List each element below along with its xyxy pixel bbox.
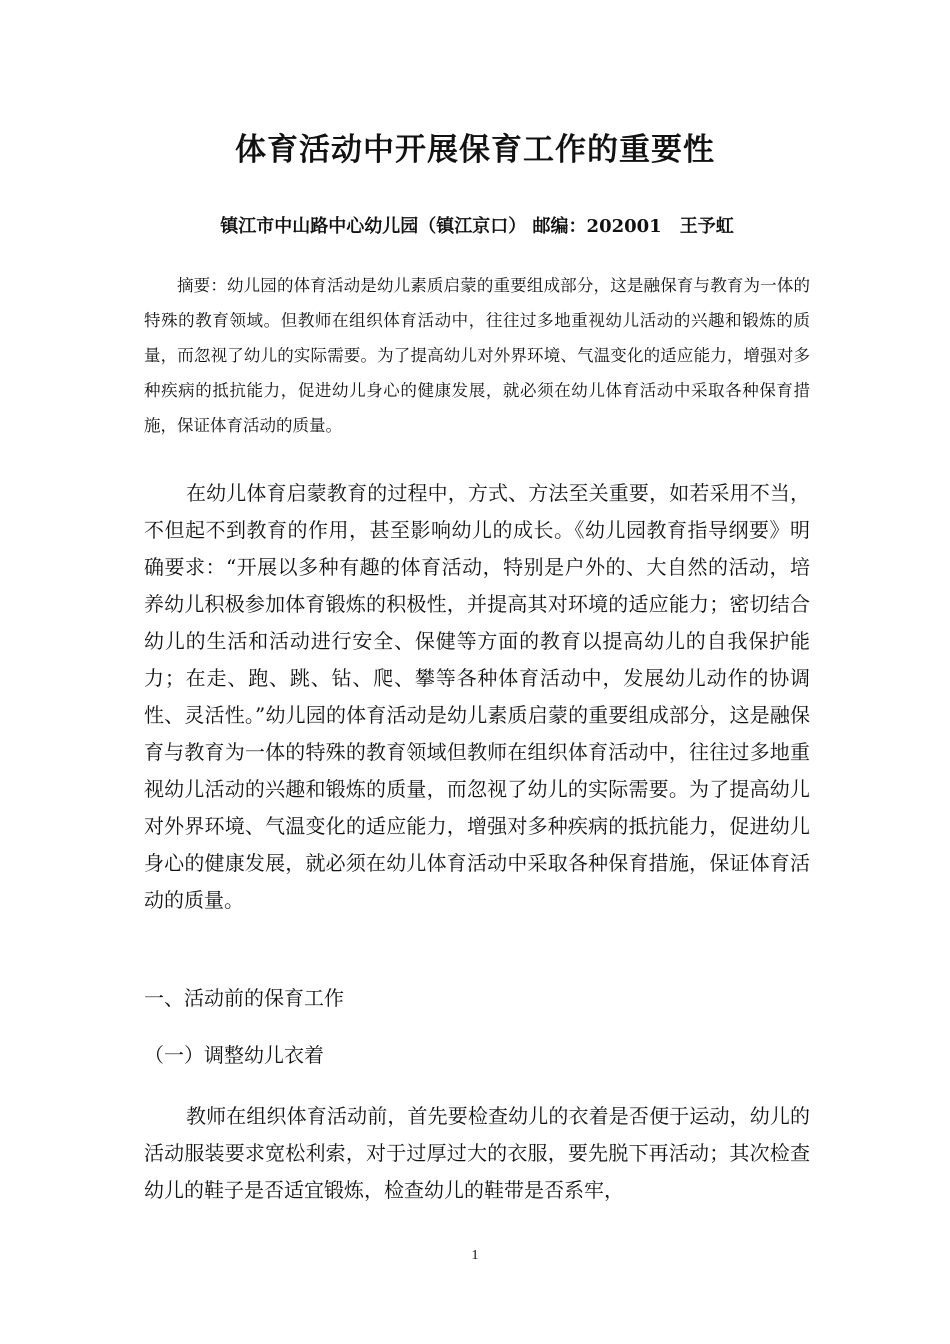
body-paragraph-clothing: 教师在组织体育活动前，首先要检查幼儿的衣着是否便于运动，幼儿的活动服装要求宽松利索，对于过厚过大的衣服，要先脱下再活动；其次检查幼儿的鞋子是否适宜锻炼，检查幼儿的鞋带是否系牢， (144, 1104, 810, 1202)
document-title: 体育活动中开展保育工作的重要性 (235, 132, 715, 168)
page-number: 1 (471, 1248, 479, 1263)
body-paragraph-intro: 在幼儿体育启蒙教育的过程中，方式、方法至关重要，如若采用不当，不但起不到教育的作用，甚至影响幼儿的成长。《幼儿园教育指导纲要》明确要求：“开展以多种有趣的体育活动，特别是户外的、大自然的活动，培养幼儿积极参加体育锻炼的积极性，并提高其对环境的适应能力；密切结合幼儿的生活和活动进行安全、保健等方面的教育以提高幼儿的自我保护能力；在走、跑、跳、钻、爬、攀等各种体育活动中，发展幼儿动作的协调性、灵活性。”幼儿园的体育活动是幼儿素质启蒙的重要组成部分，这是融保育与教育为一体的特殊的教育领域但教师在组织体育活动中，往往过多地重视幼儿活动的兴趣和锻炼的质量，而忽视了幼儿的实际需要。为了提高幼儿对外界环境、气温变化的适应能力，增强对多种疾病的抵抗能力，促进幼儿身心的健康发展，就必须在幼儿体育活动中采取各种保育措施，保证体育活动的质量。 (144, 481, 810, 912)
abstract-paragraph: 摘要：幼儿园的体育活动是幼儿素质启蒙的重要组成部分，这是融保育与教育为一体的特殊的教育领域。但教师在组织体育活动中，往往过多地重视幼儿活动的兴趣和锻炼的质量，而忽视了幼儿的实际需要。为了提高幼儿对外界环境、气温变化的适应能力，增强对多种疾病的抵抗能力，促进幼儿身心的健康发展，就必须在幼儿体育活动中采取各种保育措施，保证体育活动的质量。 (144, 276, 810, 435)
subsection-heading: （一）调整幼儿衣着 (144, 1043, 324, 1067)
author-byline: 镇江市中山路中心幼儿园（镇江京口） 邮编：202001 王予虹 (220, 216, 734, 237)
section-heading: 一、活动前的保育工作 (144, 986, 344, 1010)
